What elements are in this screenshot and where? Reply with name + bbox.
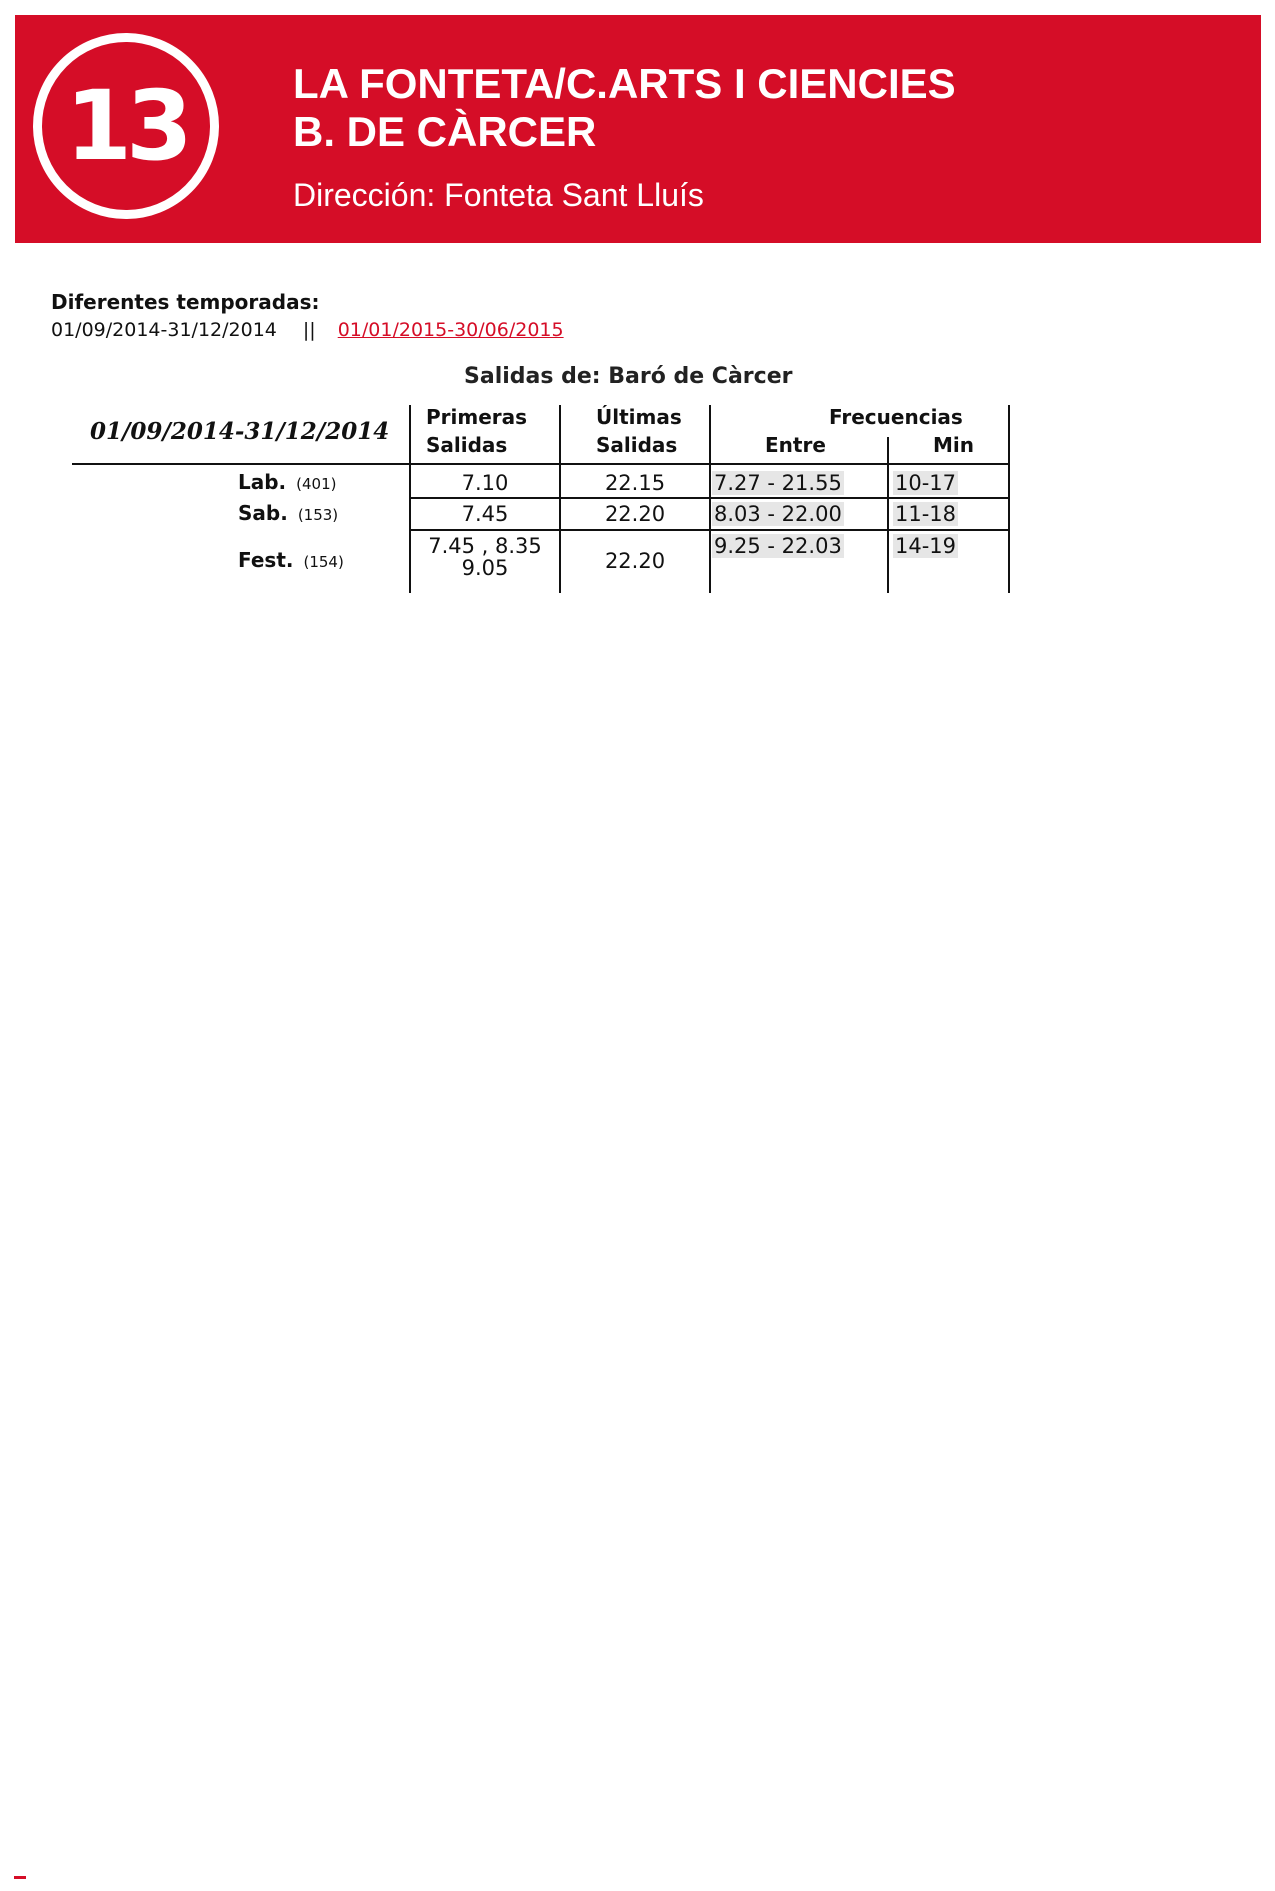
seasons-label: Diferentes temporadas: xyxy=(51,290,320,314)
header-last-2: Salidas xyxy=(596,433,678,457)
header-frequencies: Frecuencias xyxy=(829,405,963,429)
header-last-1: Últimas xyxy=(596,405,682,429)
route-header xyxy=(15,15,1261,243)
row-lab-first: 7.10 xyxy=(461,471,509,495)
timetable-period: 01/09/2014-31/12/2014 xyxy=(90,418,390,445)
header-min: Min xyxy=(933,433,974,457)
row-sab-day: Sab. xyxy=(238,501,288,525)
row-fest-label xyxy=(238,548,344,572)
row-fest-day: Fest. xyxy=(238,548,294,572)
col-rule-3 xyxy=(709,405,711,593)
col-rule-4 xyxy=(887,437,889,593)
header-first-1: Primeras xyxy=(426,405,528,429)
row-sab-last: 22.20 xyxy=(604,502,666,526)
row-fest-first: 7.45 , 8.35 xyxy=(428,534,542,558)
timetable-title: Salidas de: Baró de Càrcer xyxy=(464,364,793,389)
row-lab-last: 22.15 xyxy=(604,471,666,495)
row-fest-min: 14-19 xyxy=(895,534,957,558)
route-direction: Dirección: Fonteta Sant Lluís xyxy=(293,177,704,213)
season-separator: || xyxy=(302,319,316,341)
route-title-line1: LA FONTETA/C.ARTS I CIENCIES xyxy=(293,60,956,107)
season-link-2015[interactable]: 01/01/2015-30/06/2015 xyxy=(337,319,564,341)
line-number: 13 xyxy=(65,70,187,182)
season-current: 01/09/2014-31/12/2014 xyxy=(51,319,277,341)
page-corner-mark xyxy=(14,1876,26,1879)
row-lab-code: (401) xyxy=(296,475,337,493)
row-lab-min: 10-17 xyxy=(895,471,957,495)
seasons-row xyxy=(51,319,564,341)
route-title-line2: B. DE CÀRCER xyxy=(293,108,597,155)
header-rule xyxy=(72,463,1010,465)
col-rule-5 xyxy=(1008,405,1010,593)
row-fest-code: (154) xyxy=(303,553,344,571)
row-sab-between: 8.03 - 22.00 xyxy=(714,502,842,526)
row-sab-code: (153) xyxy=(297,506,339,524)
row-sab-label xyxy=(238,501,338,525)
row-fest-first-2: 9.05 xyxy=(461,556,509,580)
row-sab-first: 7.45 xyxy=(461,502,509,526)
row-fest-between: 9.25 - 22.03 xyxy=(714,534,842,558)
header-first-2: Salidas xyxy=(426,433,508,457)
row-lab-day: Lab. xyxy=(238,470,287,494)
row-sab-min: 11-18 xyxy=(895,502,957,526)
header-between: Entre xyxy=(765,433,826,457)
row-fest-last: 22.20 xyxy=(604,549,666,573)
line-number-badge xyxy=(33,33,219,219)
row-lab-label xyxy=(238,470,337,494)
row-lab-between: 7.27 - 21.55 xyxy=(714,471,842,495)
